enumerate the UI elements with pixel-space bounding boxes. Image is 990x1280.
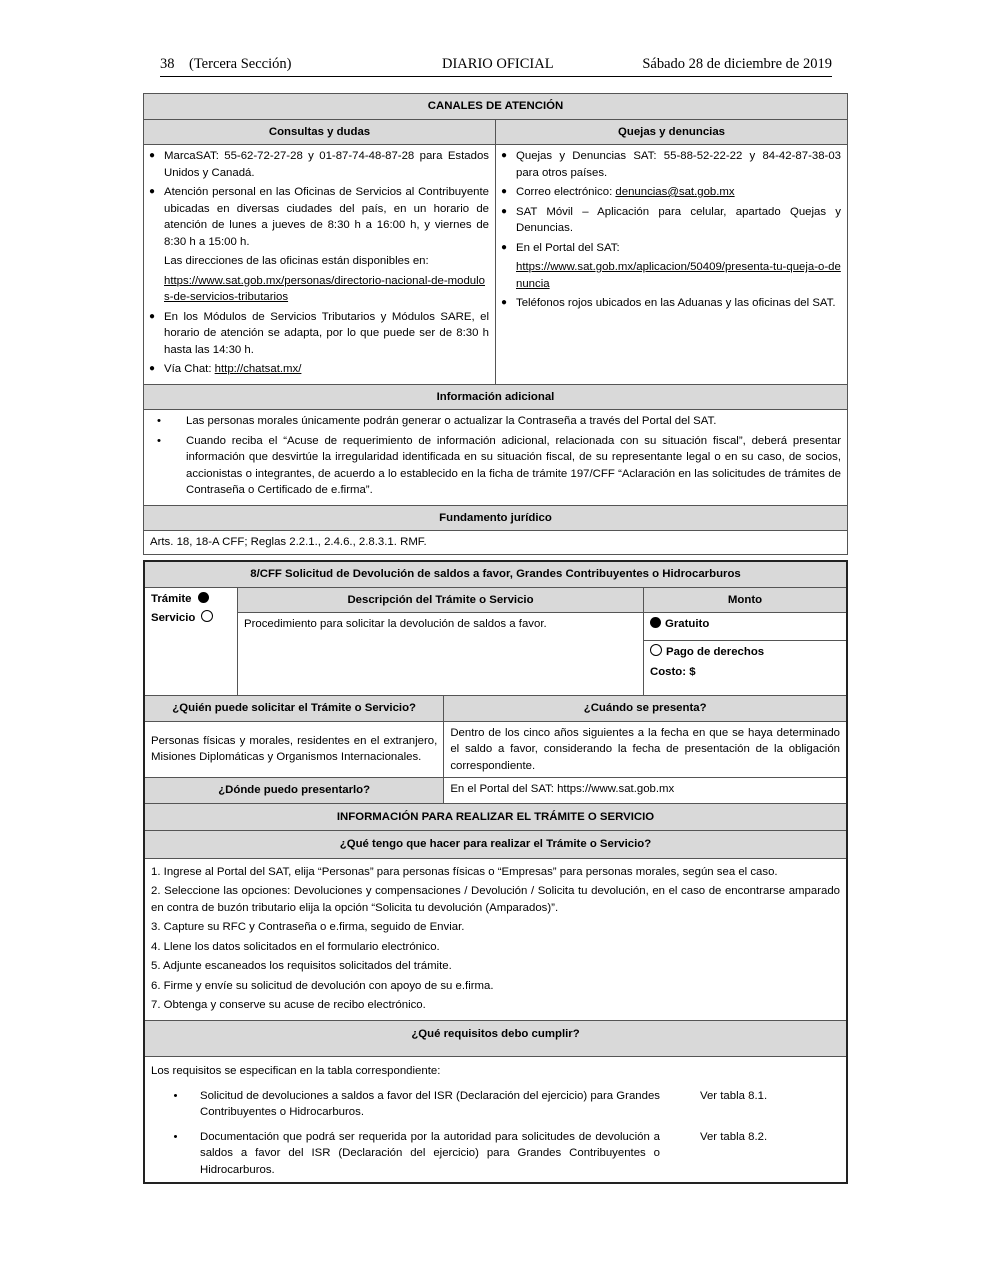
col-monto: Monto (644, 587, 848, 613)
col-consultas: Consultas y dudas (144, 119, 496, 145)
quien-title: ¿Quién puede solicitar el Trámite o Servicio? (144, 696, 444, 722)
email-link[interactable]: denuncias@sat.gob.mx (615, 186, 735, 198)
canales-title: CANALES DE ATENCIÓN (144, 94, 848, 120)
consultas-item: ● En los Módulos de Servicios Tributarios y Módulos SARE, el horario de atención se adapta, por lo que puede ser de 8:30 h hasta las 14:30 h. (164, 309, 489, 359)
quejas-item: ● SAT Móvil – Aplicación para celular, apartado Quejas y Denuncias. (516, 204, 841, 237)
consultas-cell (144, 145, 496, 385)
page-number-section (160, 56, 291, 73)
que-hacer-title: ¿Qué tengo que hacer para realizar el Trámite o Servicio? (144, 831, 847, 859)
portal-label: En el Portal del SAT: (516, 241, 620, 254)
requisito-row (151, 1088, 840, 1121)
cuando-title: ¿Cuándo se presenta? (444, 696, 847, 722)
info-item: • Las personas morales únicamente podrán generar o actualizar la Contraseña a través del Portal del SAT. (186, 413, 841, 430)
servicio-label: Servicio (151, 612, 196, 624)
directorio-link[interactable]: https://www.sat.gob.mx/personas/directorio-nacional-de-modulos-de-servicios-tributarios (164, 274, 485, 303)
requisito-ref: Ver tabla 8.1. (700, 1089, 768, 1102)
filled-circle-icon (650, 617, 661, 628)
donde-title: ¿Dónde puedo presentarlo? (144, 778, 444, 804)
costo-label: Costo: $ (650, 665, 696, 678)
publication-date: Sábado 28 de diciembre de 2019 (642, 56, 832, 72)
step-item: 2. Seleccione las opciones: Devoluciones y compensaciones / Devolución / Solicita tu devolución, en el caso de encontrarse amparado en contra de buzón tributario elija la opción “Solicita tu devolución (Amparados)”. (151, 885, 840, 914)
tipo-cell (144, 587, 238, 696)
quejas-item: ● Quejas y Denuncias SAT: 55-88-52-22-22 y 84-42-87-38-03 para otros países. (516, 148, 841, 181)
pago-label: Pago de derechos (666, 646, 765, 658)
page-header (160, 56, 832, 77)
requisitos-cell (144, 1057, 847, 1184)
bullet: • (173, 1130, 178, 1143)
chat-link[interactable]: http://chatsat.mx/ (214, 363, 302, 375)
queja-link[interactable]: https://www.sat.gob.mx/aplicacion/50409/presenta-tu-queja-o-denuncia (516, 261, 841, 290)
gratuito-label: Gratuito (665, 618, 710, 630)
pago-option (644, 641, 848, 696)
step-item: 6. Firme y envíe su solicitud de devolución con apoyo de su e.firma. (151, 979, 494, 992)
tramite-table (143, 560, 848, 1184)
consultas-item-text: Atención personal en las Oficinas de Servicios al Contribuyente ubicadas en diversas ciudades del país, en un horario de atención de lunes a jueves de 8:30 h a 16:00 h, y viernes de 8:30 h a 15:00 h. (164, 186, 489, 248)
canales-table (143, 93, 848, 555)
empty-circle-icon (650, 644, 662, 656)
step-item: 1. Ingrese al Portal del SAT, elija “Personas” para personas físicas o “Empresas” para personas morales, según sea el caso. (151, 865, 778, 878)
filled-circle-icon (198, 592, 209, 603)
col-quejas: Quejas y denuncias (496, 119, 848, 145)
consultas-item: ● MarcaSAT: 55-62-72-27-28 y 01-87-74-48-87-28 para Estados Unidos y Canadá. (164, 148, 489, 181)
step-item: 7. Obtenga y conserve su acuse de recibo electrónico. (151, 999, 426, 1011)
info-item: • Cuando reciba el “Acuse de requerimiento de información adicional, relacionada con su situación fiscal”, deberá presentar información que desvirtúe la irregularidad identificada en su situación fiscal, de su representante legal o en su caso, de socios, accionistas o integrantes, de acuerdo a lo establecido en la ficha de trámite 197/CFF “Aclaración en las solicitudes de trámites de Contraseña o Certificado de e.firma”. (186, 433, 841, 499)
quejas-item (516, 184, 841, 201)
info-tramite-title: INFORMACIÓN PARA REALIZAR EL TRÁMITE O SERVICIO (144, 803, 847, 831)
chat-label: Vía Chat: (164, 363, 215, 375)
tramite-option (151, 591, 231, 608)
step-item: 4. Llene los datos solicitados en el formulario electrónico. (151, 940, 440, 953)
empty-circle-icon (201, 610, 213, 622)
requisito-text: Documentación que podrá ser requerida por la autoridad para solicitudes de devolución a saldos a favor del ISR (Declaración del ejercicio) para Grandes Contribuyentes o Hidrocarburos. (200, 1130, 660, 1176)
consultas-note: Las direcciones de las oficinas están disponibles en: (164, 255, 429, 267)
quejas-item (516, 240, 841, 293)
tramite-label: Trámite (151, 592, 192, 605)
consultas-item (164, 184, 489, 306)
info-adicional-title: Información adicional (144, 384, 848, 410)
requisito-row (151, 1129, 840, 1179)
quejas-cell (496, 145, 848, 385)
info-adicional-cell (144, 410, 848, 506)
section-label: (Tercera Sección) (189, 56, 292, 72)
gratuito-option (644, 613, 848, 641)
publication-name: DIARIO OFICIAL (442, 56, 554, 72)
col-descripcion: Descripción del Trámite o Servicio (238, 587, 644, 613)
quejas-item: ● Teléfonos rojos ubicados en las Aduanas y las oficinas del SAT. (516, 295, 841, 312)
email-label: Correo electrónico: (516, 186, 616, 198)
tramite-title: 8/CFF Solicitud de Devolución de saldos a favor, Grandes Contribuyentes o Hidrocarburos (144, 561, 847, 587)
page-number: 38 (160, 56, 175, 72)
quien-text: Personas físicas y morales, residentes en el extranjero, Misiones Diplomáticas y Organismos Internacionales. (144, 721, 444, 778)
steps-cell (144, 858, 847, 1020)
requisito-text: Solicitud de devoluciones a saldos a favor del ISR (Declaración del ejercicio) para Grandes Contribuyentes o Hidrocarburos. (200, 1089, 660, 1118)
fundamento-text: Arts. 18, 18-A CFF; Reglas 2.2.1., 2.4.6., 2.8.3.1. RMF. (144, 531, 848, 555)
servicio-option (151, 610, 231, 627)
fundamento-title: Fundamento jurídico (144, 505, 848, 531)
requisitos-title: ¿Qué requisitos debo cumplir? (144, 1020, 847, 1057)
requisitos-intro: Los requisitos se especifican en la tabla correspondiente: (151, 1065, 441, 1077)
cuando-text: Dentro de los cinco años siguientes a la fecha en que se haya determinado el saldo a favor, considerando la fecha de presentación de la obligación correspondiente. (444, 721, 847, 778)
consultas-item (164, 361, 489, 378)
requisito-ref: Ver tabla 8.2. (700, 1130, 768, 1143)
step-item: 5. Adjunte escaneados los requisitos solicitados del trámite. (151, 960, 452, 972)
bullet: • (173, 1089, 178, 1102)
descripcion-text: Procedimiento para solicitar la devolución de saldos a favor. (238, 613, 644, 696)
donde-text: En el Portal del SAT: https://www.sat.gob.mx (444, 778, 847, 804)
step-item: 3. Capture su RFC y Contraseña o e.firma, seguido de Enviar. (151, 921, 465, 933)
